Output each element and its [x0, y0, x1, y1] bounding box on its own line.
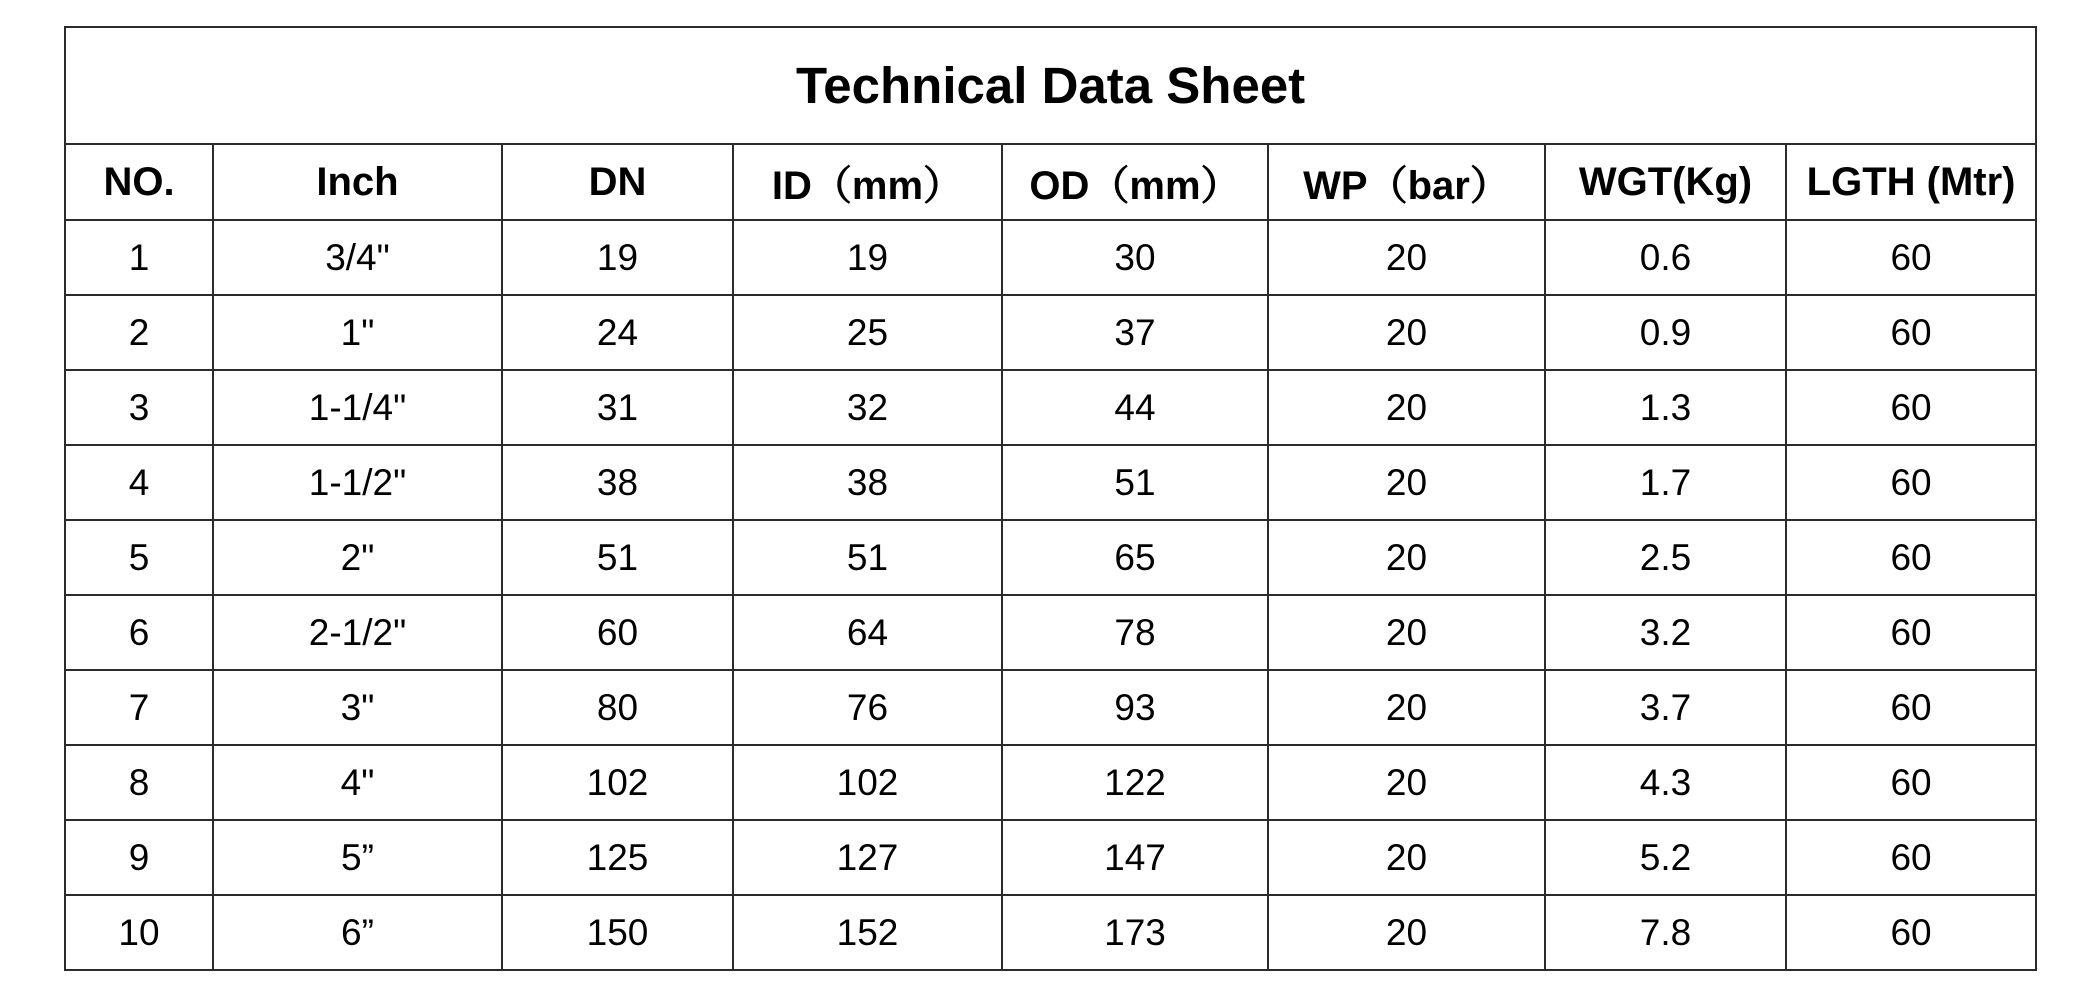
- cell-no: 7: [65, 670, 213, 745]
- cell-inch: 3/4": [213, 220, 502, 295]
- cell-wp: 20: [1268, 670, 1545, 745]
- cell-wgt: 5.2: [1545, 820, 1786, 895]
- cell-no: 5: [65, 520, 213, 595]
- cell-wp: 20: [1268, 895, 1545, 970]
- cell-od: 65: [1002, 520, 1268, 595]
- column-header-dn: DN: [502, 144, 733, 220]
- cell-lgth: 60: [1786, 745, 2036, 820]
- cell-inch: 6”: [213, 895, 502, 970]
- cell-wp: 20: [1268, 295, 1545, 370]
- cell-no: 8: [65, 745, 213, 820]
- cell-od: 37: [1002, 295, 1268, 370]
- cell-wp: 20: [1268, 520, 1545, 595]
- title-row: [65, 27, 2036, 144]
- cell-inch: 3": [213, 670, 502, 745]
- cell-id: 102: [733, 745, 1002, 820]
- cell-wgt: 1.7: [1545, 445, 1786, 520]
- cell-id: 76: [733, 670, 1002, 745]
- table-row: [65, 445, 2036, 520]
- cell-lgth: 60: [1786, 445, 2036, 520]
- cell-no: 2: [65, 295, 213, 370]
- column-header-wp: WP（bar）: [1268, 144, 1545, 220]
- cell-wgt: 4.3: [1545, 745, 1786, 820]
- cell-no: 1: [65, 220, 213, 295]
- table-title: Technical Data Sheet: [65, 27, 2036, 144]
- cell-no: 9: [65, 820, 213, 895]
- cell-lgth: 60: [1786, 895, 2036, 970]
- column-header-inch: Inch: [213, 144, 502, 220]
- cell-dn: 24: [502, 295, 733, 370]
- cell-wp: 20: [1268, 595, 1545, 670]
- cell-wp: 20: [1268, 745, 1545, 820]
- cell-lgth: 60: [1786, 595, 2036, 670]
- cell-lgth: 60: [1786, 370, 2036, 445]
- cell-od: 44: [1002, 370, 1268, 445]
- cell-dn: 51: [502, 520, 733, 595]
- cell-dn: 31: [502, 370, 733, 445]
- cell-od: 122: [1002, 745, 1268, 820]
- cell-od: 78: [1002, 595, 1268, 670]
- cell-id: 51: [733, 520, 1002, 595]
- cell-dn: 60: [502, 595, 733, 670]
- cell-wgt: 2.5: [1545, 520, 1786, 595]
- cell-wgt: 3.2: [1545, 595, 1786, 670]
- cell-id: 127: [733, 820, 1002, 895]
- cell-od: 30: [1002, 220, 1268, 295]
- cell-od: 173: [1002, 895, 1268, 970]
- cell-inch: 4": [213, 745, 502, 820]
- cell-lgth: 60: [1786, 670, 2036, 745]
- cell-inch: 2-1/2": [213, 595, 502, 670]
- cell-inch: 5”: [213, 820, 502, 895]
- cell-wgt: 1.3: [1545, 370, 1786, 445]
- cell-id: 64: [733, 595, 1002, 670]
- table-row: [65, 595, 2036, 670]
- cell-wp: 20: [1268, 445, 1545, 520]
- header-row: [65, 144, 2036, 220]
- column-header-lgth: LGTH (Mtr): [1786, 144, 2036, 220]
- cell-lgth: 60: [1786, 295, 2036, 370]
- cell-id: 152: [733, 895, 1002, 970]
- cell-id: 19: [733, 220, 1002, 295]
- cell-wp: 20: [1268, 820, 1545, 895]
- cell-wgt: 3.7: [1545, 670, 1786, 745]
- cell-wgt: 0.6: [1545, 220, 1786, 295]
- cell-inch: 1": [213, 295, 502, 370]
- cell-no: 3: [65, 370, 213, 445]
- table-row: [65, 670, 2036, 745]
- cell-wp: 20: [1268, 370, 1545, 445]
- cell-id: 32: [733, 370, 1002, 445]
- cell-no: 4: [65, 445, 213, 520]
- cell-lgth: 60: [1786, 520, 2036, 595]
- cell-no: 6: [65, 595, 213, 670]
- cell-dn: 38: [502, 445, 733, 520]
- cell-lgth: 60: [1786, 220, 2036, 295]
- cell-dn: 19: [502, 220, 733, 295]
- column-header-id: ID（mm）: [733, 144, 1002, 220]
- cell-dn: 125: [502, 820, 733, 895]
- table-row: [65, 295, 2036, 370]
- cell-dn: 80: [502, 670, 733, 745]
- column-header-od: OD（mm）: [1002, 144, 1268, 220]
- cell-inch: 1-1/4": [213, 370, 502, 445]
- cell-no: 10: [65, 895, 213, 970]
- table-row: [65, 745, 2036, 820]
- cell-wgt: 7.8: [1545, 895, 1786, 970]
- cell-od: 51: [1002, 445, 1268, 520]
- column-header-wgt: WGT(Kg): [1545, 144, 1786, 220]
- cell-od: 93: [1002, 670, 1268, 745]
- cell-dn: 150: [502, 895, 733, 970]
- table-row: [65, 895, 2036, 970]
- cell-od: 147: [1002, 820, 1268, 895]
- table-row: [65, 220, 2036, 295]
- table-row: [65, 820, 2036, 895]
- cell-inch: 2": [213, 520, 502, 595]
- cell-id: 38: [733, 445, 1002, 520]
- cell-wp: 20: [1268, 220, 1545, 295]
- cell-inch: 1-1/2": [213, 445, 502, 520]
- column-header-no: NO.: [65, 144, 213, 220]
- cell-id: 25: [733, 295, 1002, 370]
- cell-lgth: 60: [1786, 820, 2036, 895]
- cell-wgt: 0.9: [1545, 295, 1786, 370]
- table-row: [65, 520, 2036, 595]
- cell-dn: 102: [502, 745, 733, 820]
- technical-data-table: [64, 26, 2037, 971]
- table-row: [65, 370, 2036, 445]
